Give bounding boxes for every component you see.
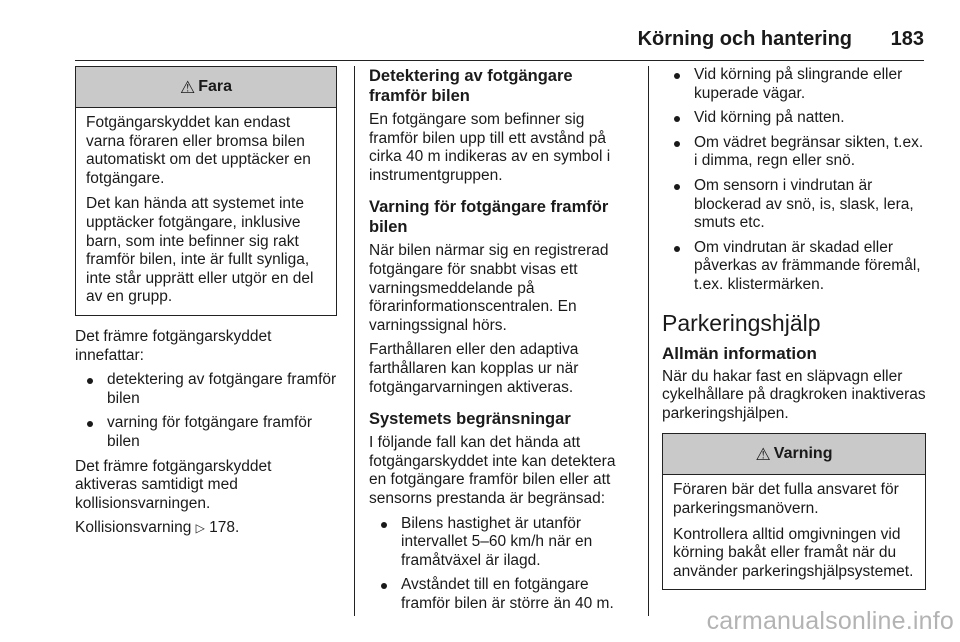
paragraph: Det främre fotgängarskyddet innefattar: (75, 327, 272, 364)
danger-box-header (76, 67, 336, 108)
warning-box-paragraph: Kontrollera alltid omgivningen vid körning bakåt eller framåt när du använder parkeringshjälpsystemet. (673, 525, 914, 580)
warning-box-body (663, 475, 925, 589)
warning-box (662, 433, 926, 590)
list-item: Vid körning på natten. (662, 109, 926, 128)
warning-triangle-icon: ⚠ (179, 77, 196, 97)
cross-reference-label: Kollisionsvarning (75, 519, 192, 537)
danger-box-paragraph: Det kan hända att systemet inte upptäcker fotgängare, inklusive barn, som inte befinner sig rakt framför bilen, inte är fullt synliga, inte står upprätt eller utgör en del av en grupp. (86, 195, 314, 306)
cross-reference[interactable] (75, 519, 337, 538)
paragraph: När du hakar fast en släpvagn eller cykelhållare på dragkroken inaktiveras parkeringshjälpen. (662, 367, 926, 422)
list-item: Avståndet till en fotgängare framför bilen är större än 40 m. (369, 576, 634, 613)
danger-box-paragraph: Fotgängarskyddet kan endast varna föraren eller bromsa bilen automatiskt om det upptäcker en fotgängare. (86, 114, 311, 187)
column-3 (662, 66, 926, 590)
list-item: Bilens hastighet är utanför intervallet 5–60 km/h när en framåtväxel är ilagd. (369, 515, 634, 571)
danger-box (75, 66, 337, 316)
danger-box-body (76, 108, 336, 315)
section-heading: Detektering av fotgängare framför bilen (369, 67, 573, 105)
section-heading: Systemets begränsningar (369, 410, 571, 429)
warning-triangle-icon: ⚠ (755, 444, 771, 464)
list-item: Om vädret begränsar sikten, t.ex. i dimma, regn eller snö. (662, 134, 926, 171)
danger-box-title: Fara (198, 77, 233, 95)
subsection-heading: Allmän information (662, 343, 817, 363)
page-reference-arrow-icon: ▷ (195, 521, 205, 536)
list-item: varning för fotgängare framför bilen (75, 414, 337, 451)
paragraph: När bilen närmar sig en registrerad fotgängare för snabbt visas ett varningsmeddelande på förarinformationscentralen. En varningssignal hörs. (369, 242, 609, 334)
chapter-section-heading: Parkeringshjälp (662, 309, 821, 336)
bullet-list (75, 371, 337, 451)
bullet-list (662, 66, 926, 295)
warning-box-title: Varning (773, 445, 833, 463)
column-2 (369, 66, 634, 619)
column-divider-1 (354, 66, 355, 616)
page-header (75, 22, 924, 61)
list-item: Vid körning på slingrande eller kuperade vägar. (662, 66, 926, 103)
page-number: 183 (890, 28, 924, 50)
cross-reference-page: 178. (209, 519, 240, 537)
paragraph: I följande fall kan det hända att fotgängarskyddet inte kan detektera en fotgängare framför bilen eller att sensorns prestanda är begränsad: (369, 434, 616, 507)
list-item: Om sensorn i vindrutan är blockerad av snö, is, slask, lera, smuts etc. (662, 177, 926, 233)
column-1 (75, 66, 337, 544)
bullet-list (369, 515, 634, 614)
list-item: detektering av fotgängare framför bilen (75, 371, 337, 408)
warning-box-paragraph: Föraren bär det fulla ansvaret för parkeringsmanövern. (673, 481, 899, 517)
list-item: Om vindrutan är skadad eller påverkas av främmande föremål, t.ex. klistermärken. (662, 239, 926, 295)
paragraph: Det främre fotgängarskyddet aktiveras samtidigt med kollisionsvarningen. (75, 457, 272, 512)
warning-box-header (663, 434, 925, 475)
watermark: carmanualsonline.info (706, 607, 954, 635)
paragraph: Farthållaren eller den adaptiva farthållaren kan kopplas ur när fotgängarvarningen aktiveras. (369, 341, 579, 396)
column-divider-2 (648, 66, 649, 616)
section-heading: Varning för fotgängare framför bilen (369, 198, 609, 237)
paragraph: En fotgängare som befinner sig framför bilen upp till ett avstånd på cirka 40 m indikeras av en symbol i instrumentgruppen. (369, 111, 611, 184)
chapter-title: Körning och hantering (637, 28, 852, 50)
